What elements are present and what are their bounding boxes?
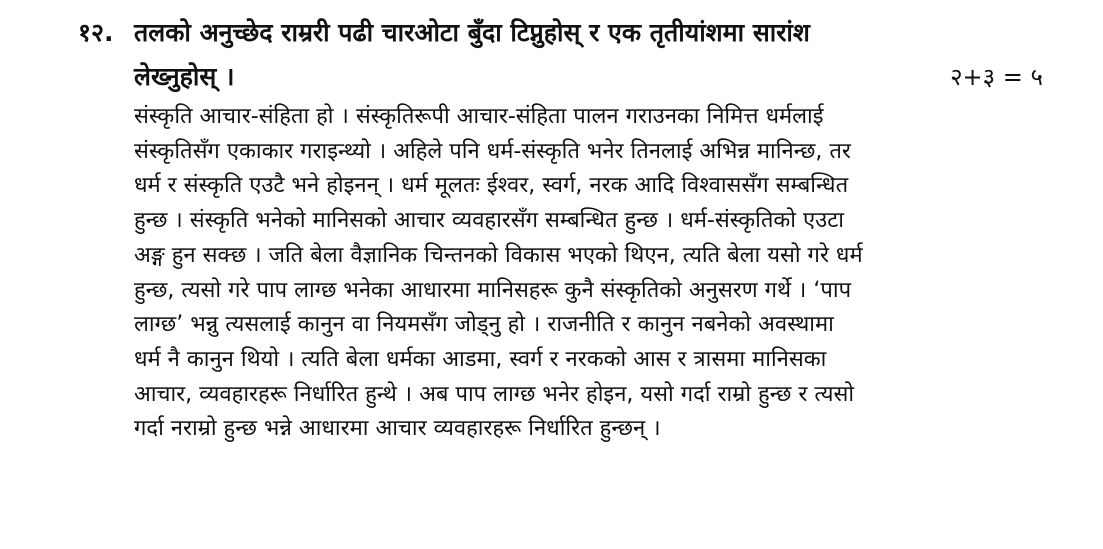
passage-line: धर्म नै कानुन थियो । त्यति बेला धर्मका आडमा, स्वर्ग र नरकको आस र त्रासमा मानिसका: [134, 346, 827, 372]
passage-line: हुन्छ, त्यसो गरे पाप लाग्छ भनेका आधारमा मानिसहरू कुनै संस्कृतिको अनुसरण गर्थे । ‘पाप: [134, 277, 852, 303]
question-title-line2: लेख्नुहोस् ।: [134, 62, 235, 91]
passage-line: हुन्छ । संस्कृति भनेको मानिसको आचार व्यवहारसँग सम्बन्धित हुन्छ । धर्म-संस्कृतिको एउटा: [134, 208, 844, 234]
passage-line: संस्कृतिसँग एकाकार गराइन्थ्यो । अहिले पनि धर्म-संस्कृति भनेर तिनलाई अभिन्न मानिन्छ, तर: [134, 138, 851, 164]
question-title-line1: तलको अनुच्छेद राम्ररी पढी चारओटा बुँदा टिप्नुहोस् र एक तृतीयांशमा सारांश: [134, 18, 810, 47]
marks-allocation: २+३ = ५: [950, 63, 1043, 91]
passage-line: धर्म र संस्कृति एउटै भने होइनन् । धर्म मूलतः ईश्वर, स्वर्ग, नरक आदि विश्वाससँग सम्बन्धित: [134, 173, 849, 199]
passage-line: आचार, व्यवहारहरू निर्धारित हुन्थे । अब पाप लाग्छ भनेर होइन, यसो गर्दा राम्रो हुन्छ र त्यसो: [134, 381, 855, 407]
passage-line: गर्दा नराम्रो हुन्छ भन्ने आधारमा आचार व्यवहारहरू निर्धारित हुन्छन् ।: [134, 416, 661, 442]
passage-line: संस्कृति आचार-संहिता हो । संस्कृतिरूपी आचार-संहिता पालन गराउनका निमित्त धर्मलाई: [134, 104, 824, 129]
question-number: १२.: [78, 18, 114, 47]
passage: [134, 100, 1034, 447]
passage-line: अङ्ग हुन सक्छ । जति बेला वैज्ञानिक चिन्तनको विकास भएको थिएन, त्यति बेला यसो गरे धर्म: [134, 242, 863, 268]
passage-line: लाग्छ’ भन्नु त्यसलाई कानुन वा नियमसँग जोड्नु हो । राजनीति र कानुन नबनेको अवस्थामा: [134, 312, 834, 338]
question-header: [78, 14, 1078, 52]
